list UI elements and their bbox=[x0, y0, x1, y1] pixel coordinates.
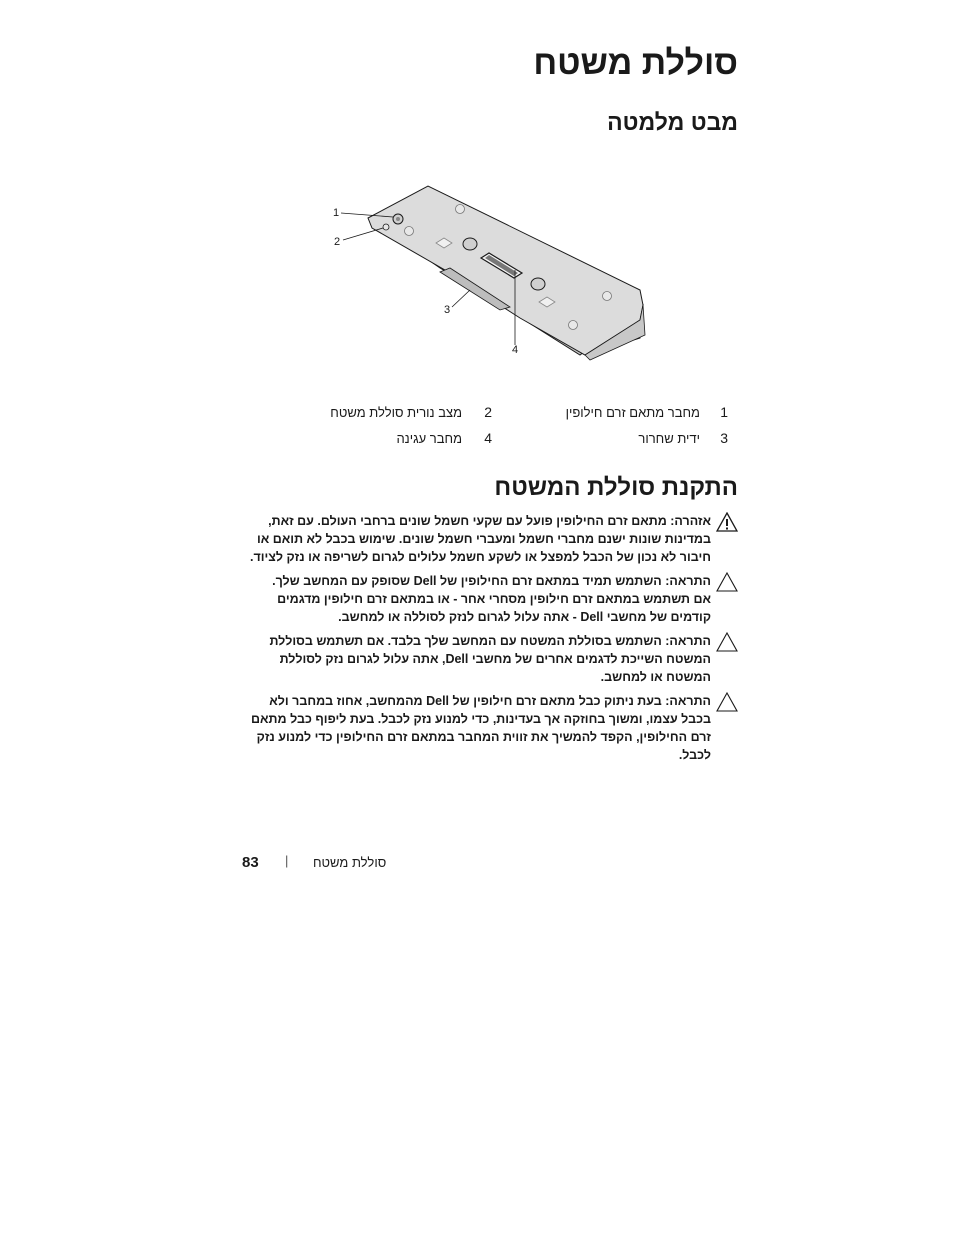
notice-line: במדינות שונות ישנם מחברי חשמל ומעברי חשמל שונים. שימוש בכבל לא תואם או bbox=[257, 532, 711, 546]
legend-row bbox=[320, 430, 740, 456]
warning-text bbox=[231, 512, 711, 566]
notice-line: אם תשתמש במתאם זרם חילופין מסחרי אחר - או במתאם זרם חילופין מדגמים bbox=[277, 592, 711, 606]
caution-text bbox=[231, 632, 711, 686]
guide-pin bbox=[531, 278, 545, 290]
caution-text bbox=[231, 572, 711, 626]
legend-number: 3 bbox=[720, 430, 728, 446]
caution-text bbox=[231, 692, 711, 764]
notice-line: אזהרה: מתאם זרם החילופין פועל עם שקעי חשמל שונים ברחבי העולם. עם זאת, bbox=[268, 514, 711, 528]
rubber-foot bbox=[603, 292, 612, 301]
notice-line: המשטח השייכת לדגמים אחרים של מחשבי Dell, אתה עלול לגרום נזק לסוללת bbox=[279, 652, 711, 666]
notice-line: קודמים של מחשבי Dell - אתה עלול לגרום לנזק לסוללה או למחשב. bbox=[338, 610, 711, 624]
section-title-install: התקנת סוללת המשטח bbox=[494, 474, 738, 501]
page-footer bbox=[240, 852, 400, 874]
rubber-foot bbox=[405, 227, 414, 236]
caution-icon bbox=[716, 572, 738, 592]
legend-number: 2 bbox=[484, 404, 492, 420]
footer-separator: | bbox=[285, 853, 289, 868]
page-number: 83 bbox=[242, 854, 259, 871]
notice-line: חיבור לא נכון של הכבל למפצל או לשקע חשמל עלולים לגרום לשריפה או נזק לציוד. bbox=[249, 550, 711, 564]
caution-icon bbox=[716, 632, 738, 652]
footer-chapter-label: סוללת משטח bbox=[313, 855, 387, 870]
callout-2: 2 bbox=[334, 236, 341, 248]
rubber-foot bbox=[569, 321, 578, 330]
rubber-foot bbox=[456, 205, 465, 214]
caution-icon bbox=[716, 692, 738, 712]
battery-illustration bbox=[0, 0, 954, 400]
notice-line: התראה: בעת ניתוק כבל מתאם זרם חילופין של Dell מהמחשב, אחוז במחבר ולא bbox=[269, 694, 711, 708]
section-title-overview: מבט מלמטה bbox=[607, 109, 738, 135]
legend-number: 4 bbox=[484, 430, 492, 446]
status-light bbox=[383, 224, 389, 230]
notice-line: בכבל עצמו, ומשוך בחוזקה אך בעדינות, כדי למנוע נזק לכבל. בעת ליפוף כבל מתאם bbox=[251, 712, 711, 726]
notice-line: המשטח או למחשב. bbox=[600, 670, 711, 684]
notice-line: התראה: השתמש בסוללת המשטח עם המחשב שלך בלבד. אם תשתמש בסוללת bbox=[269, 634, 711, 648]
legend-label: מחבר עגינה bbox=[396, 431, 462, 446]
callout-4: 4 bbox=[512, 344, 519, 356]
page-title: סוללת משטח bbox=[533, 44, 738, 82]
notice-line: התראה: השתמש תמיד במתאם זרם החילופין של Dell שסופק עם המחשב שלך. bbox=[272, 574, 711, 588]
warning-icon bbox=[716, 512, 738, 532]
legend-label: מחבר מתאם זרם חילופין bbox=[565, 405, 700, 420]
legend-label: מצב נורית סוללת משטח bbox=[330, 405, 462, 420]
callout-legend bbox=[320, 404, 740, 456]
battery-bottom-view-figure bbox=[0, 0, 954, 400]
legend-number: 1 bbox=[720, 404, 728, 420]
guide-pin bbox=[463, 238, 477, 250]
legend-row bbox=[320, 404, 740, 430]
notice-line: לכבל. bbox=[678, 748, 711, 762]
notice-line: זרם החילופין, הקפד להמשיך את זווית המחבר במתאם זרם החילופין כדי למנוע נזק bbox=[256, 730, 711, 744]
callout-1: 1 bbox=[333, 207, 340, 219]
callout-3: 3 bbox=[444, 304, 451, 316]
legend-label: ידית שחרור bbox=[638, 431, 700, 446]
